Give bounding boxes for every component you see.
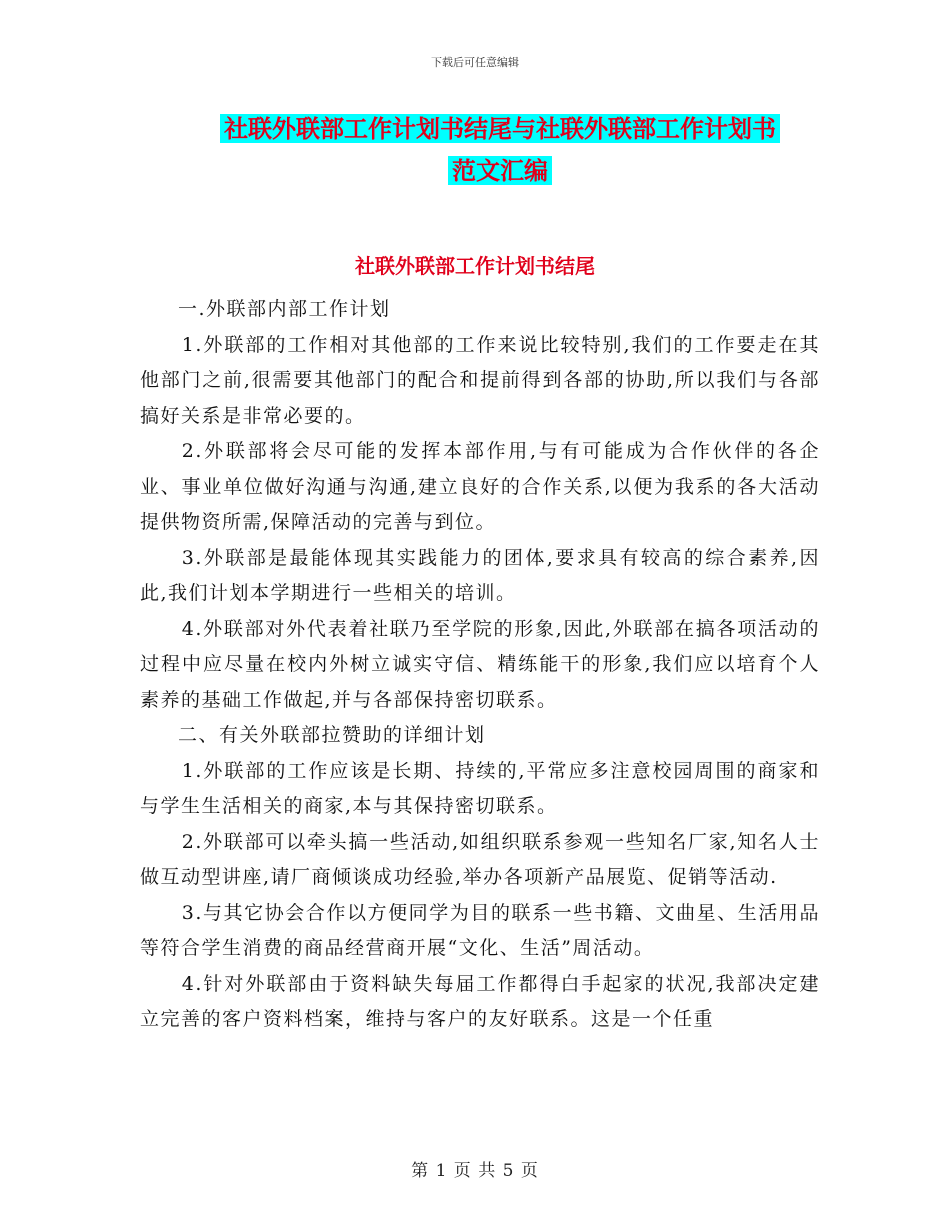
heading-sponsorship-plan: 二、有关外联部拉赞助的详细计划 — [178, 724, 486, 746]
paragraph: 3.外联部是最能体现其实践能力的团体,要求具有较高的综合素养,因此,我们计划本学期进行一些相关的培训。 — [140, 546, 820, 604]
document-body — [140, 292, 820, 1038]
paragraph: 2.外联部将会尽可能的发挥本部作用,与有可能成为合作伙伴的各企业、事业单位做好沟通与沟通,建立良好的合作关系,以便为我系的各大活动提供物资所需,保障活动的完善与到位。 — [140, 440, 820, 533]
document-title-line-1: 社联外联部工作计划书结尾与社联外联部工作计划书 — [220, 114, 780, 143]
page-number: 第 1 页 共 5 页 — [411, 1161, 539, 1181]
heading-internal-plan: 一.外联部内部工作计划 — [178, 298, 391, 320]
paragraph: 2.外联部可以牵头搞一些活动,如组织联系参观一些知名厂家,知名人士做互动型讲座,请厂商倾谈成功经验,举办各项新产品展览、促销等活动. — [140, 830, 820, 888]
paragraph: 4.外联部对外代表着社联乃至学院的形象,因此,外联部在搞各项活动的过程中应尽量在校内外树立诚实守信、精练能干的形象,我们应以培育个人素养的基础工作做起,并与各部保持密切联系。 — [140, 617, 820, 711]
document-title-line-2: 范文汇编 — [448, 156, 552, 185]
paragraph: 1.外联部的工作相对其他部的工作来说比较特别,我们的工作要走在其他部门之前,很需要其他部门的配合和提前得到各部的协助,所以我们与各部搞好关系是非常必要的。 — [140, 333, 820, 427]
header-note: 下载后可任意编辑 — [431, 56, 519, 69]
section-title: 社联外联部工作计划书结尾 — [355, 254, 595, 278]
paragraph: 4.针对外联部由于资料缺失每届工作都得白手起家的状况,我部决定建立完善的客户资料档案，维持与客户的友好联系。这是一个任重 — [140, 972, 820, 1030]
document-title — [140, 108, 860, 192]
paragraph: 3.与其它协会合作以方便同学为目的联系一些书籍、文曲星、生活用品等符合学生消费的商品经营商开展“文化、生活”周活动。 — [140, 901, 820, 959]
paragraph: 1.外联部的工作应该是长期、持续的,平常应多注意校园周围的商家和与学生生活相关的商家,本与其保持密切联系。 — [140, 759, 820, 817]
